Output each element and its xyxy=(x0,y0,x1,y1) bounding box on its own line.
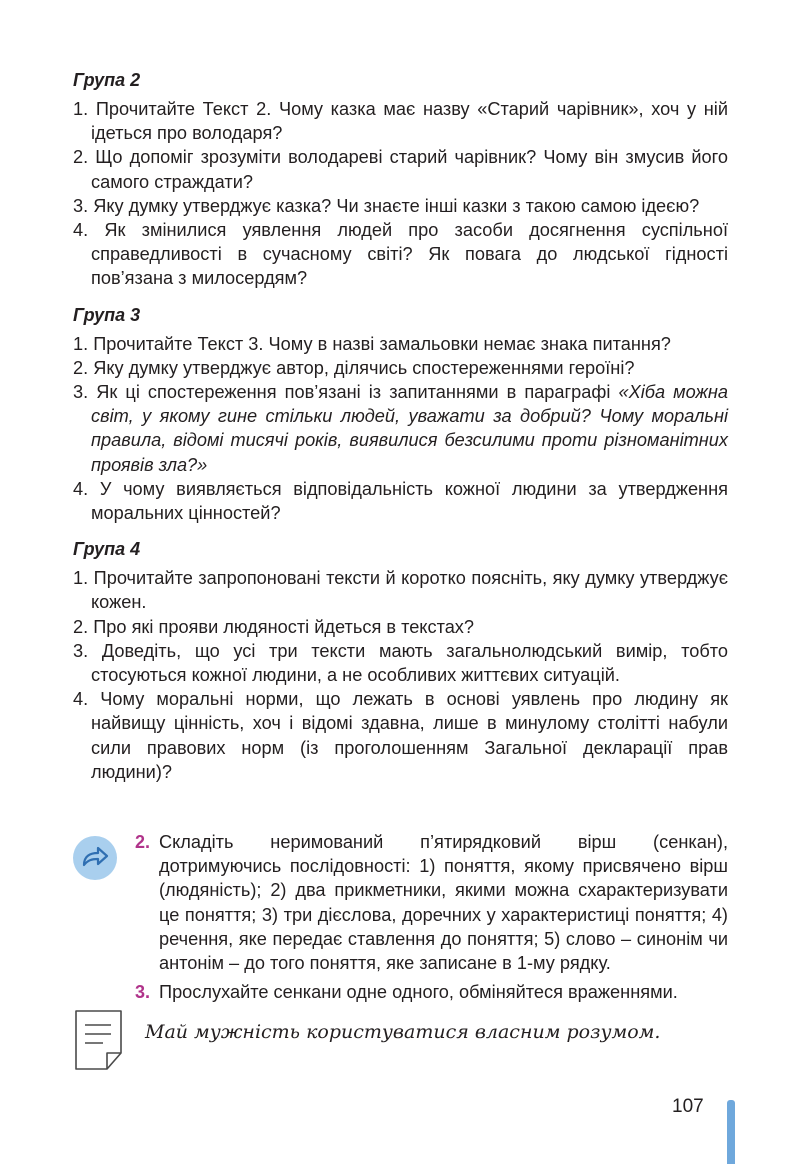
list-item: 3. Доведіть, що усі три тексти мають загальнолюдський вимір, тобто стосуються кожної людини, а не особливих життєвих ситуацій. xyxy=(73,640,728,686)
task-number: 2. xyxy=(135,832,151,852)
question-list xyxy=(73,332,728,526)
list-item: 2. Що допоміг зрозуміти володареві старий чарівник? Чому він змусив його самого страждати? xyxy=(73,147,728,192)
task-2 xyxy=(135,830,728,975)
group-2 xyxy=(73,68,728,291)
task-text: Прослухайте сенкани одне одного, обміняйтеся враженнями. xyxy=(159,982,678,1002)
page-edge-marker xyxy=(727,1100,735,1164)
group-4 xyxy=(73,537,728,784)
list-item xyxy=(73,380,728,477)
question-list xyxy=(73,566,728,784)
list-item: 3. Яку думку утверджує казка? Чи знаєте інші казки з такою самою ідеєю? xyxy=(73,195,700,216)
motto-text: Май мужність користуватися власним розумом. xyxy=(145,1021,661,1043)
task-text: Складіть неримований п’ятирядковий вірш (сенкан), дотримуючись послідовності: 1) поняття, якому присвячено вірш (людяність); 2) два прикметники, якими можна схарактеризувати це поняття; 3) три дієслова, доречних у характеристиці поняття; 4) речення, яке передає ставлення до поняття; 5) слово – синонім чи антонім – до того поняття, яке записане в 1-му рядку. xyxy=(159,832,728,974)
question-list xyxy=(73,97,728,291)
list-item: 4. Як змінилися уявлення людей про засоби досягнення суспільної справедливості в сучасному світі? Як повага до людської гідності пов’язана з милосердям? xyxy=(73,220,728,289)
list-item: 1. Прочитайте запропоновані тексти й коротко поясніть, яку думку утверджує кожен. xyxy=(73,568,728,613)
list-item-text: 3. Як ці спостереження пов’язані із запитаннями в параграфі xyxy=(73,382,619,403)
task-3 xyxy=(135,980,678,1004)
page-number: 107 xyxy=(672,1096,704,1117)
list-item: 2. Яку думку утверджує автор, ділячись спостереженнями героїні? xyxy=(73,357,635,378)
list-item: 4. Чому моральні норми, що лежать в основі уявлень про людину як найвищу цінність, хоч і відомі здавна, лише в минулому столітті набули сили правових норм (із проголошенням Загальної декларації прав людини)? xyxy=(73,689,728,782)
list-item: 1. Прочитайте Текст 3. Чому в назві замальовки немає знака питання? xyxy=(73,333,671,354)
group-3 xyxy=(73,303,728,526)
task-number: 3. xyxy=(135,982,151,1002)
share-arrow-icon xyxy=(73,836,117,880)
list-item: 2. Про які прояви людяності йдеться в текстах? xyxy=(73,616,475,637)
group-title: Група 2 xyxy=(73,70,141,90)
group-title: Група 3 xyxy=(73,304,141,325)
motto-block xyxy=(73,1009,728,1073)
list-item: 1. Прочитайте Текст 2. Чому казка має назву «Старий чарівник», хоч у ній ідеться про володаря? xyxy=(73,99,728,144)
quoted-question: «Хіба можна світ, у якому гине стільки людей, уважати за добрий? Чому моральні правила, відомі тисячі років, виявилися безсилими проти різноманітних проявів зла?» xyxy=(91,382,728,475)
group-title: Група 4 xyxy=(73,539,141,560)
notebook-page-icon xyxy=(73,1009,125,1071)
questions-section xyxy=(73,68,728,796)
list-item: 4. У чому виявляється відповідальність кожної людини за утвердження моральних цінностей? xyxy=(73,478,728,524)
